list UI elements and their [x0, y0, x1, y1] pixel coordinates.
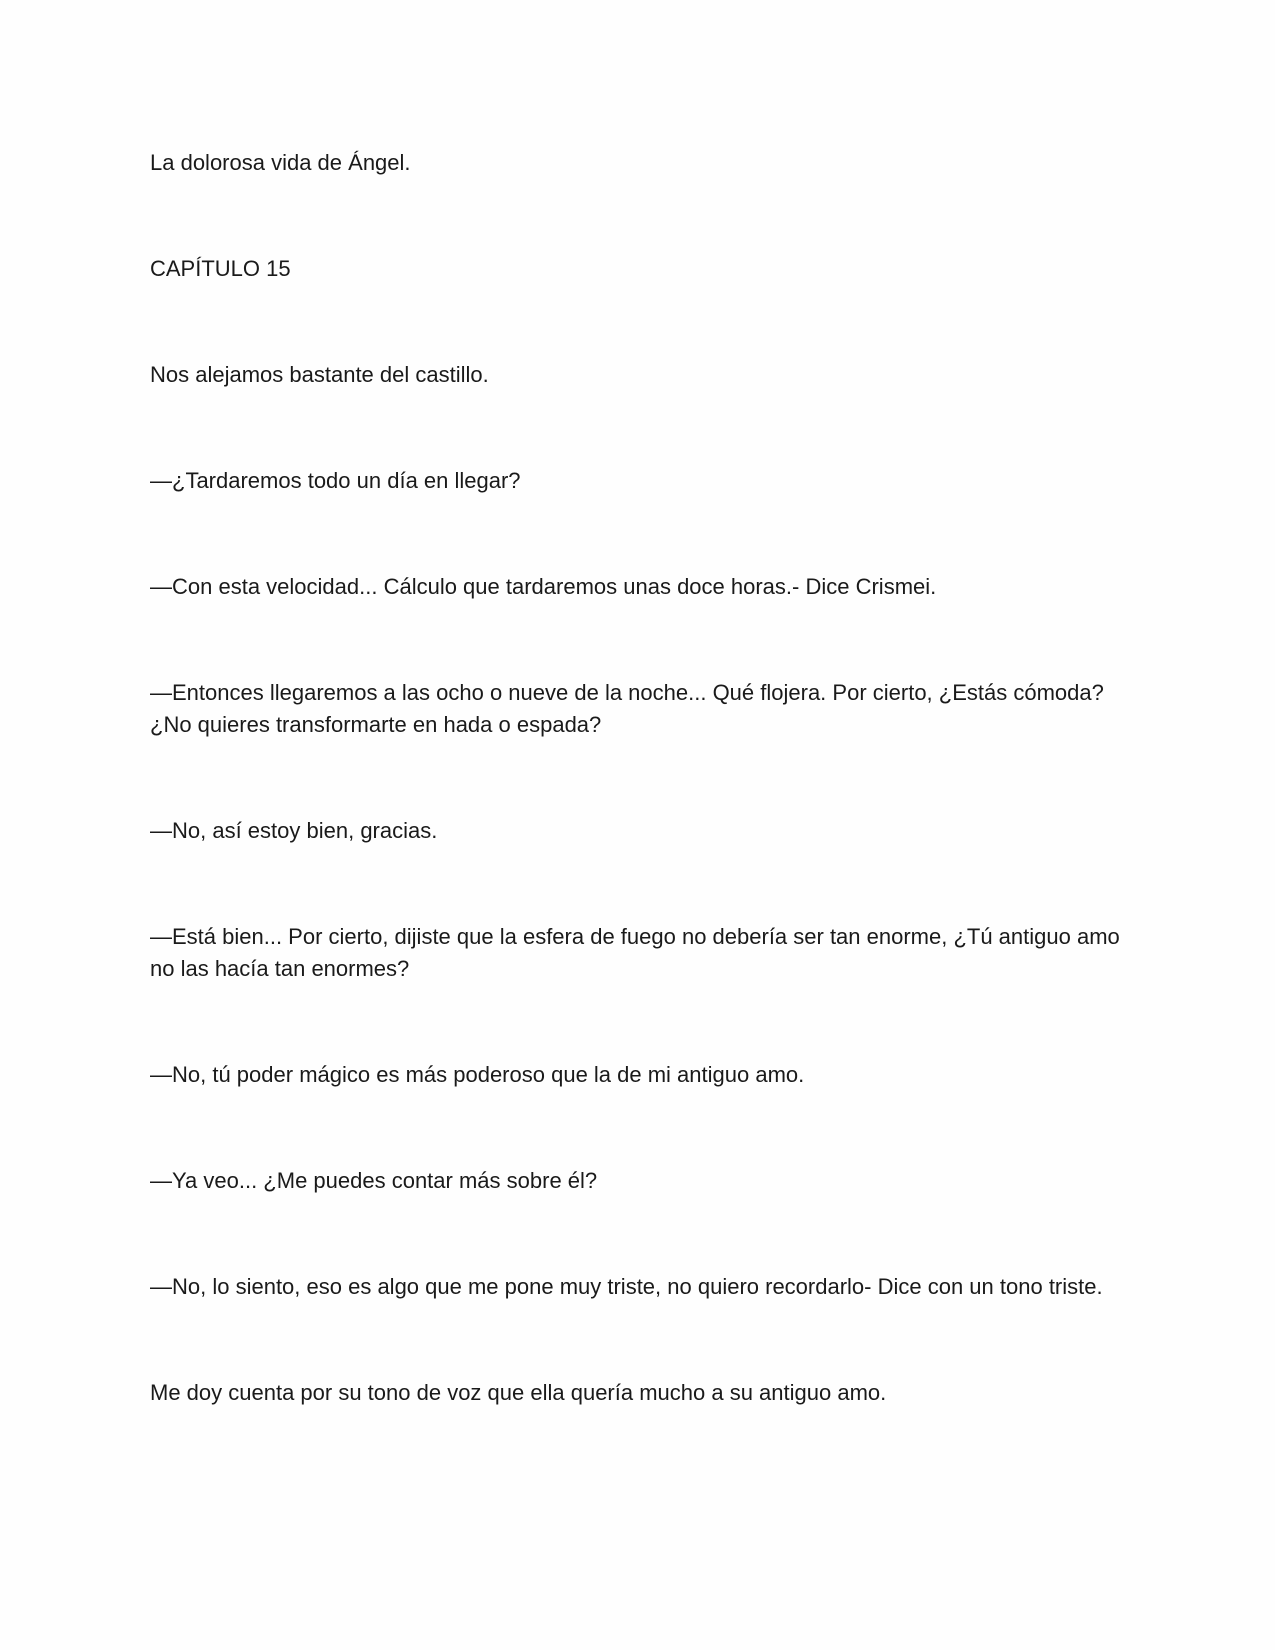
paragraph: —No, tú poder mágico es más poderoso que la de mi antiguo amo.	[150, 1062, 805, 1087]
paragraph: —¿Tardaremos todo un día en llegar?	[150, 468, 521, 493]
paragraph: —Está bien... Por cierto, dijiste que la esfera de fuego no debería ser tan enorme, ¿Tú antiguo amo no las hacía tan enormes?	[150, 924, 1120, 981]
paragraph: Nos alejamos bastante del castillo.	[150, 362, 489, 387]
chapter-heading: CAPÍTULO 15	[150, 256, 291, 281]
paragraph: Me doy cuenta por su tono de voz que ella quería mucho a su antiguo amo.	[150, 1380, 887, 1405]
paragraph: —Ya veo... ¿Me puedes contar más sobre él?	[150, 1168, 598, 1193]
book-title: La dolorosa vida de Ángel.	[150, 150, 411, 175]
paragraph: —No, así estoy bien, gracias.	[150, 818, 438, 843]
paragraph: —No, lo siento, eso es algo que me pone muy triste, no quiero recordarlo- Dice con un tono triste.	[150, 1274, 1103, 1299]
paragraph: —Con esta velocidad... Cálculo que tardaremos unas doce horas.- Dice Crismei.	[150, 574, 937, 599]
paragraph: —Entonces llegaremos a las ocho o nueve de la noche... Qué flojera. Por cierto, ¿Estás cómoda? ¿No quieres transformarte en hada o espada?	[150, 680, 1104, 737]
